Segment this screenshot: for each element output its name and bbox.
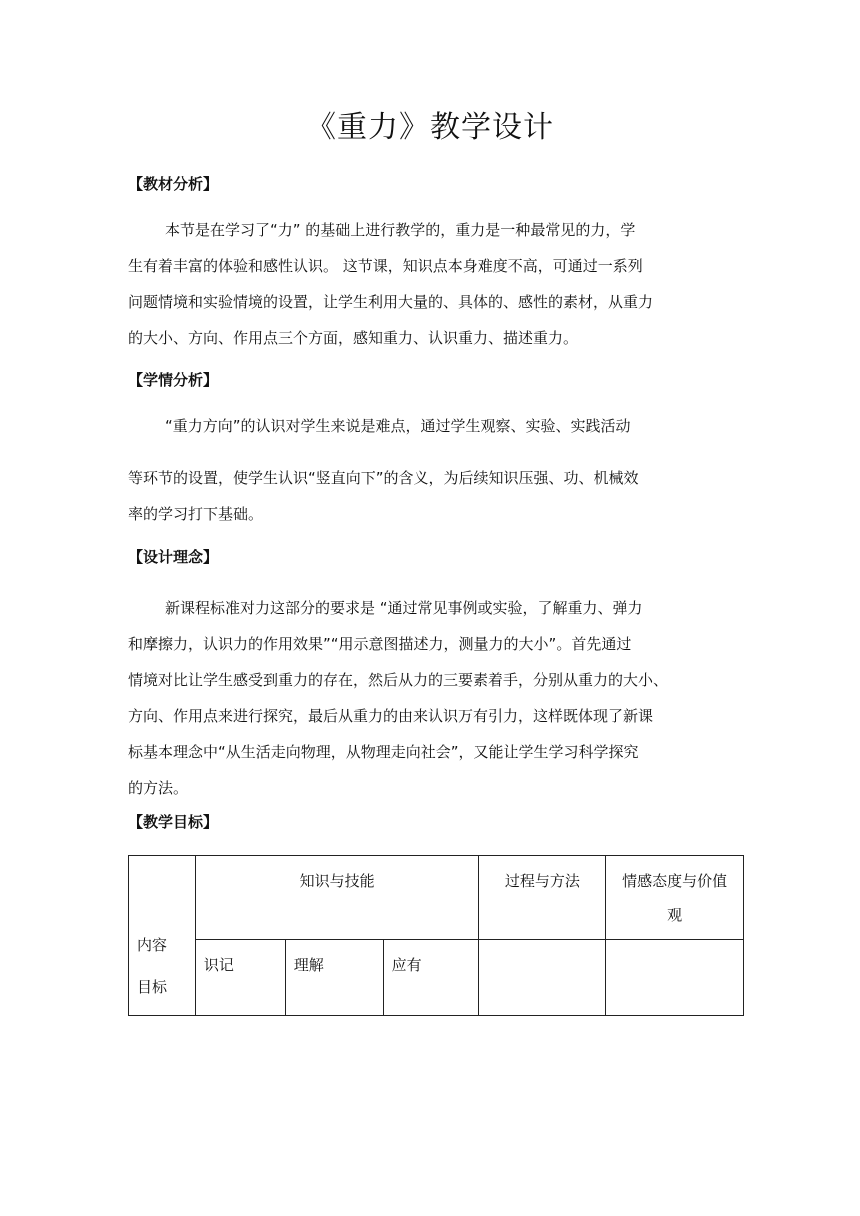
teaching-goals-table	[128, 855, 744, 1016]
paragraph-line: 问题情境和实验情境的设置，让学生利用大量的、具体的、感性的素材，从重力	[128, 293, 654, 311]
paragraph-line: 标基本理念中“从生活走向物理，从物理走向社会”，又能让学生学习科学探究	[128, 743, 639, 761]
paragraph-line: 生有着丰富的体验和感性认识。 这节课，知识点本身难度不高，可通过一系列	[128, 257, 643, 275]
header-process-methods: 过程与方法	[479, 856, 606, 940]
section-heading-goals: 【教学目标】	[128, 813, 219, 831]
paragraph-line: 和摩擦力，认识力的作用效果”“用示意图描述力，测量力的大小”。首先通过	[128, 635, 632, 653]
header-emotion-line: 情感态度与价值	[622, 872, 728, 890]
paragraph-line: 率的学习打下基础。	[128, 505, 264, 523]
row-label-line: 目标	[137, 977, 168, 996]
paragraph-line: 等环节的设置，使学生认识“竖直向下”的含义，为后续知识压强、功、机械效	[128, 469, 639, 487]
paragraph-line: 本节是在学习了“力” 的基础上进行教学的，重力是一种最常见的力，学	[165, 221, 636, 239]
section-heading-students: 【学情分析】	[128, 371, 219, 389]
paragraph-material	[128, 212, 732, 356]
section-heading-concept: 【设计理念】	[128, 548, 219, 566]
header-emotion-values	[606, 856, 744, 940]
sub-header-memorize: 识记	[195, 940, 285, 1016]
section-heading-material: 【教材分析】	[128, 175, 219, 193]
paragraph-line: 情境对比让学生感受到重力的存在，然后从力的三要素着手，分别从重力的大小、	[128, 671, 669, 689]
document-title: 《重力》教学设计	[306, 110, 554, 145]
empty-cell-process	[479, 940, 606, 1016]
paragraph-students	[128, 408, 732, 532]
sub-header-apply: 应有	[383, 940, 479, 1016]
paragraph-line: 的大小、方向、作用点三个方面，感知重力、认识重力、描述重力。	[128, 329, 579, 347]
paragraph-line: 新课程标准对力这部分的要求是 “通过常见事例或实验，了解重力、弹力	[165, 599, 643, 617]
sub-header-understand: 理解	[285, 940, 383, 1016]
paragraph-line: 的方法。	[128, 779, 189, 797]
paragraph-line: 方向、作用点来进行探究，最后从重力的由来认识万有引力，这样既体现了新课	[128, 707, 654, 725]
row-label-cell	[129, 856, 196, 1016]
row-label-line: 内容	[137, 935, 168, 954]
paragraph-line: “重力方向”的认识对学生来说是难点，通过学生观察、实验、实践活动	[165, 417, 631, 435]
header-knowledge-skills: 知识与技能	[195, 856, 479, 940]
paragraph-concept	[128, 590, 732, 806]
empty-cell-emotion	[606, 940, 744, 1016]
header-emotion-line: 观	[667, 906, 683, 924]
